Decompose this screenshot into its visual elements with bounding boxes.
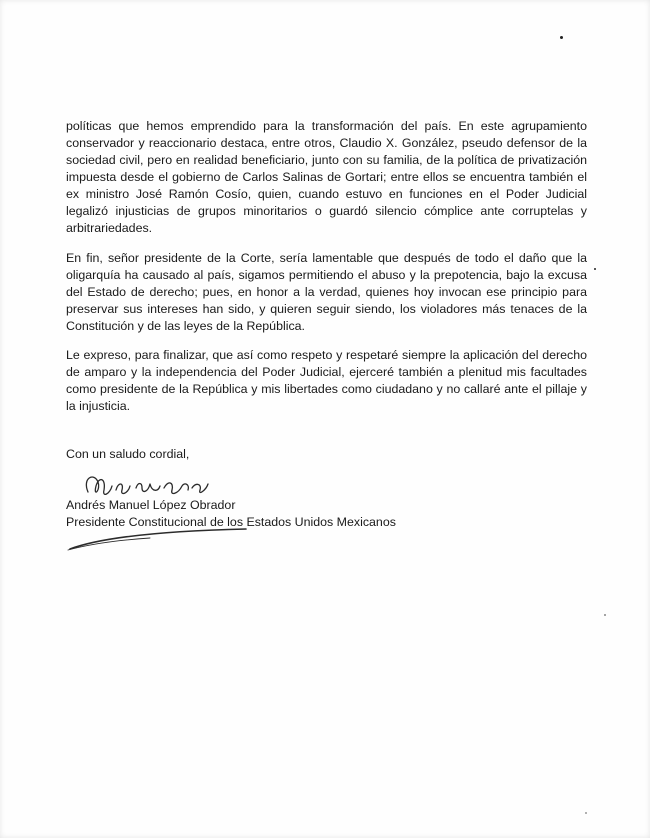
signer-name: Andrés Manuel López Obrador bbox=[66, 498, 236, 512]
scan-speck bbox=[585, 812, 587, 814]
closing-salutation: Con un saludo cordial, bbox=[66, 447, 190, 461]
scan-speck bbox=[560, 36, 563, 39]
letter-paragraph-1: políticas que hemos emprendido para la transformación del país. En este agrupamiento conservador y reaccionario destaca, entre otros, Claudio X. González, pseudo defensor de la sociedad civil, pero en realidad beneficiario, junto con su familia, de la política de privatización impuesta desde el gobierno de Carlos Salinas de Gortari; entre ellos se encuentra también el ex ministro José Ramón Cosío, quien, cuando estuvo en funciones en el Poder Judicial legalizó injusticias de grupos minoritarios o guardó silencio cómplice ante corruptelas y arbitrariedades. bbox=[66, 119, 587, 235]
letter-paragraph-3: Le expreso, para finalizar, que así como respeto y respetaré siempre la aplicación del derecho de amparo y la independencia del Poder Judicial, ejerceré también a plenitud mis facultades como presidente de la República y mis libertades como ciudadano y no callaré ante el pillaje y la injusticia. bbox=[66, 348, 587, 413]
scan-speck bbox=[594, 268, 596, 270]
scan-speck bbox=[604, 614, 606, 616]
signer-title: Presidente Constitucional de los Estados Unidos Mexicanos bbox=[66, 515, 396, 529]
letter-paragraph-2: En fin, señor presidente de la Corte, sería lamentable que después de todo el daño que la oligarquía ha causado al país, sigamos permitiendo el abuso y la prepotencia, bajo la excusa del Estado de derecho; pues, en honor a la verdad, quienes hoy invocan ese principio para preservar sus intereses han sido, y quieren seguir siendo, los violadores más tenaces de la Constitución y de las leyes de la República. bbox=[66, 251, 587, 333]
